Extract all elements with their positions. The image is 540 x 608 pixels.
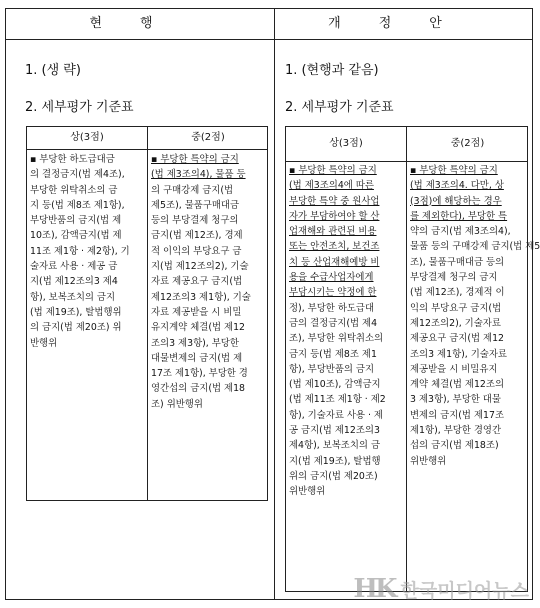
cell-line: (법 제12조), 경제적 이 xyxy=(410,287,505,299)
cell-line: 의 결정금지(법 제4조), xyxy=(30,169,125,181)
current-col-mid: 중(2점) xyxy=(191,132,225,143)
header-amended: 개정안 xyxy=(328,16,480,31)
cell-line: 반행위 xyxy=(30,337,58,349)
cell-line: (법 제10조), 감액금지 xyxy=(289,379,381,391)
cell-line: ▪ 부당한 특약의 금지 xyxy=(289,165,377,176)
cell-line: 자료 제공요구 금지(법 xyxy=(151,276,243,288)
cell-line: 지(법 제12조의3 제4 xyxy=(30,276,118,288)
header-current: 현행 xyxy=(89,16,191,31)
news-watermark xyxy=(353,574,529,604)
cell-line: 지 등(법 제8조 제1항), xyxy=(30,199,125,211)
cell-line: (법 제11조 제1항 · 제2 xyxy=(289,394,386,406)
cell-line: 익의 부당요구 금지(법 xyxy=(410,302,502,314)
amended-item-1: 1. (현행과 같음) xyxy=(285,63,379,78)
cell-line: 약의 금지(법 제3조의4), xyxy=(410,226,511,238)
cell-line: (법 제19조), 탈법행위 xyxy=(30,306,122,318)
cell-line: 조) 위반행위 xyxy=(151,398,203,410)
cell-line: 제4항), 보복조치의 금 xyxy=(289,440,381,452)
cell-line: 금의 결정금지(법 제4 xyxy=(289,317,378,329)
cell-line: 조의3 제1항), 기술자료 xyxy=(410,348,507,360)
cell-line: 금지 등(법 제8조 제1 xyxy=(289,348,377,360)
cell-line: (법 제3조의4에 따른 xyxy=(289,180,374,192)
cell-line: 제공받을 시 비밀유지 xyxy=(410,363,498,375)
cell-line: 제5조), 물품구매대금 xyxy=(151,199,240,211)
cell-line: 지(법 제12조의2), 기술 xyxy=(151,261,249,273)
cell-line: 섭의 금지(법 제18조) xyxy=(410,440,499,452)
cell-line: 영간섭의 금지(법 제18 xyxy=(151,383,245,395)
current-col-high: 상(3점) xyxy=(70,132,104,143)
cell-line: 용을 수급사업자에게 xyxy=(289,272,374,284)
cell-line: 유지계약 체결(법 제12 xyxy=(151,322,245,334)
cell-line: 등의 부당결제 청구의 xyxy=(151,215,239,227)
cell-line: 제1항), 부당한 경영간 xyxy=(410,425,502,437)
cell-line: 조의3 제3항), 부당한 xyxy=(151,337,239,349)
cell-line: 정), 부당한 하도급대 xyxy=(289,302,375,314)
cell-line: 변제의 금지(법 제17조 xyxy=(410,409,504,421)
hk-logo-icon: HK xyxy=(353,574,395,604)
cell-line: (법 제3조의4. 다만, 상 xyxy=(410,180,504,192)
cell-line: 자료 제공받을 시 비밀 xyxy=(151,306,242,318)
cell-line: 지(법 제19조), 탈법행 xyxy=(289,455,381,467)
cell-line: ▪ 부당한 하도급대금 xyxy=(30,154,115,165)
cell-line: 자가 부담하여야 할 산 xyxy=(289,210,380,222)
cell-line: 부담시키는 약정에 한 xyxy=(289,287,377,299)
cell-line: 17조 제1항), 부당한 경 xyxy=(151,368,248,380)
cell-line: 조), 부당한 위탁취소의 xyxy=(289,333,384,345)
current-mid-text xyxy=(151,152,267,412)
cell-line: 치 등 산업재해예방 비 xyxy=(289,256,380,268)
cell-line: 적 이익의 부당요구 금 xyxy=(151,245,242,257)
cell-line: (법 제3조의4), 물품 등 xyxy=(151,169,246,181)
amended-criteria-table xyxy=(285,126,540,592)
cell-line: 또는 안전조치, 보건조 xyxy=(289,241,380,253)
current-high-text xyxy=(30,152,146,351)
cell-line: 제공요구 금지(법 제12 xyxy=(410,333,504,345)
cell-line: 계약 체결(법 제12조의 xyxy=(410,379,504,391)
cell-line: 3 제3항), 부당한 대물 xyxy=(410,394,501,406)
table-header xyxy=(6,9,532,40)
cell-line: (3점)에 해당하는 경우 xyxy=(410,195,502,207)
cell-line: 제12조의3 제1항), 기술 xyxy=(151,291,251,303)
amended-mid-text xyxy=(410,163,540,469)
cell-line: 10조), 감액금지(법 제 xyxy=(30,230,122,242)
cell-line: 대물변제의 금지(법 제 xyxy=(151,352,243,364)
current-item-1: 1. (생 략) xyxy=(25,63,81,78)
cell-line: 업재해와 관련된 비용 xyxy=(289,226,377,238)
cell-line: 부당한 위탁취소의 금 xyxy=(30,184,118,196)
cell-line: 위반행위 xyxy=(289,486,326,498)
cell-line: 조), 물품구매대금 등의 xyxy=(410,256,505,268)
cell-line: ▪ 부당한 특약의 금지 xyxy=(151,154,239,165)
cell-line: 항), 보복조치의 금지 xyxy=(30,291,116,303)
amended-high-text xyxy=(289,163,405,500)
cell-line: 를 제외한다), 부당한 특 xyxy=(410,210,508,222)
cell-line: 제12조의2), 기술자료 xyxy=(410,317,501,329)
cell-line: 금지(법 제12조), 경제 xyxy=(151,230,243,242)
cell-line: 공 금지(법 제12조의3 xyxy=(289,425,380,437)
comparison-table xyxy=(5,8,540,600)
cell-line: 부당반품의 금지(법 제 xyxy=(30,215,122,227)
cell-line: 술자료 사용 · 제공 금 xyxy=(30,261,118,273)
cell-line: 부당한 특약 중 원사업 xyxy=(289,195,380,207)
amended-col-mid: 중(2점) xyxy=(450,138,485,149)
cell-line: 항), 기술자료 사용 · 제 xyxy=(289,409,383,421)
cell-line: ▪ 부당한 특약의 금지 xyxy=(410,165,498,176)
amended-item-2: 2. 세부평가 기준표 xyxy=(285,100,394,115)
cell-line: 항), 부당반품의 금지 xyxy=(289,363,375,375)
current-criteria-table xyxy=(26,126,268,501)
column-divider xyxy=(274,9,275,599)
cell-line: 위의 금지(법 제20조) xyxy=(289,470,378,482)
cell-line: 11조 제1항 · 제2항), 기 xyxy=(30,245,130,257)
cell-line: 의 금지(법 제20조) 위 xyxy=(30,322,122,334)
amended-col-high: 상(3점) xyxy=(329,138,363,149)
watermark-text: 한국미디어뉴스 xyxy=(400,579,529,602)
cell-line: 부당결제 청구의 금지 xyxy=(410,272,498,284)
cell-line: 위반행위 xyxy=(410,455,447,467)
cell-line: 물품 등의 구매강제 금지(법 제5 xyxy=(410,241,540,253)
current-item-2: 2. 세부평가 기준표 xyxy=(25,100,134,115)
cell-line: 의 구매강제 금지(법 xyxy=(151,184,234,196)
